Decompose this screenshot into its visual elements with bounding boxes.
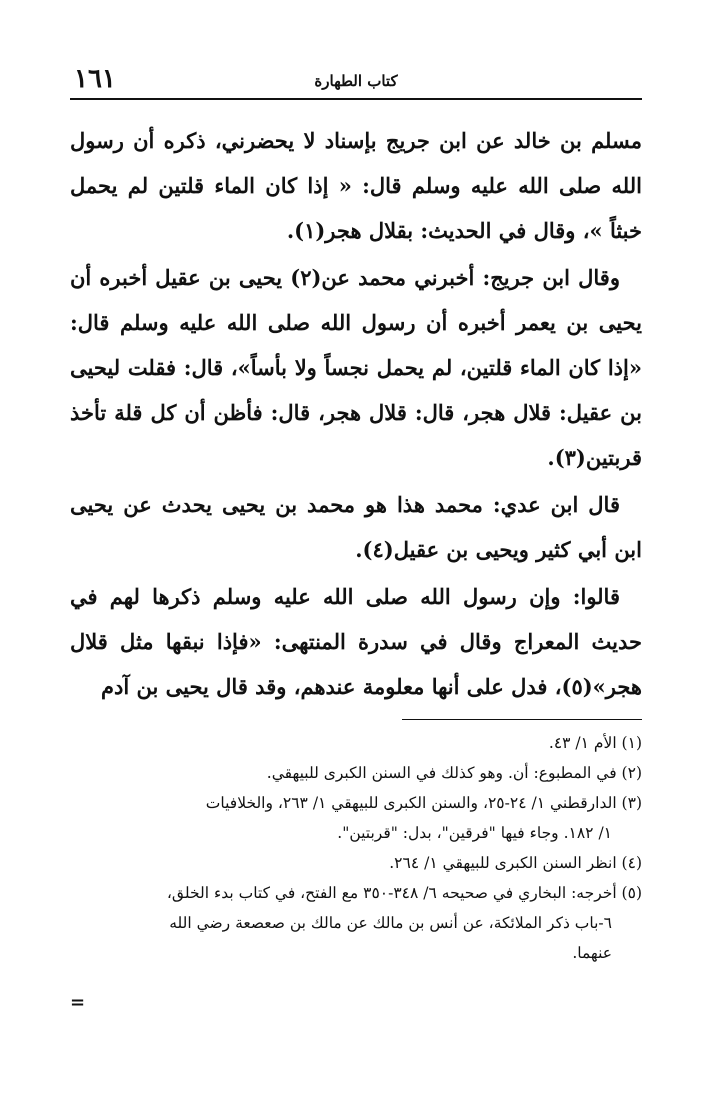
continuation-mark: = — [70, 992, 86, 1013]
footnote-5-continued: ٦-باب ذكر الملائكة، عن أنس بن مالك عن مالك بن صعصعة رضي الله — [169, 914, 612, 932]
footnotes — [70, 728, 642, 968]
footnote-1: (١) الأم ١/ ٤٣. — [548, 734, 642, 752]
footnote-5-end: عنهما. — [572, 944, 612, 962]
footnote-4: (٤) انظر السنن الكبرى للبيهقي ١/ ٢٦٤. — [389, 854, 642, 872]
main-text — [70, 118, 642, 709]
footnote-separator — [402, 719, 642, 720]
running-title: كتاب الطهارة — [314, 72, 398, 90]
footnote-3-continued: ١/ ١٨٢. وجاء فيها "فرقين"، بدل: "قربتين". — [337, 824, 612, 842]
book-page — [70, 58, 642, 1058]
page-header — [70, 58, 642, 100]
footnote-3: (٣) الدارقطني ١/ ٢٤-٢٥، والسنن الكبرى للبيهقي ١/ ٢٦٣، والخلافيات — [205, 794, 642, 812]
paragraph-4: قالوا: وإن رسول الله صلى الله عليه وسلم ذكرها لهم في حديث المعراج وقال في سدرة المنتهى: «فإذا نبقها مثل قلال هجر»(٥)، فدل على أنها معلومة عندهم، وقد قال يحيى بن آدم — [70, 584, 642, 699]
paragraph-2: وقال ابن جريج: أخبرني محمد عن(٢) يحيى بن عقيل أخبره أن يحيى بن يعمر أخبره أن رسول الله صلى الله عليه وسلم قال: «إذا كان الماء قلتين، لم يحمل نجساً ولا بأساً»، قال: فقلت ليحيى بن عقيل: قلال هجر، قال: قلال هجر، قال: فأظن أن كل قلة تأخذ قربتين(٣). — [70, 265, 642, 470]
footnote-5: (٥) أخرجه: البخاري في صحيحه ٦/ ٣٤٨-٣٥٠ مع الفتح، في كتاب بدء الخلق، — [166, 884, 642, 902]
footnote-2: (٢) في المطبوع: أن. وهو كذلك في السنن الكبرى للبيهقي. — [266, 764, 642, 782]
page-number: ١٦١ — [74, 64, 116, 94]
paragraph-3: قال ابن عدي: محمد هذا هو محمد بن يحيى يحدث عن يحيى ابن أبي كثير ويحيى بن عقيل(٤). — [70, 492, 642, 562]
paragraph-1: مسلم بن خالد عن ابن جريج بإسناد لا يحضرني، ذكره أن رسول الله صلى الله عليه وسلم قال: « إذا كان الماء قلتين لم يحمل خبثاً »، وقال في الحديث: بقلال هجر(١). — [70, 128, 642, 243]
